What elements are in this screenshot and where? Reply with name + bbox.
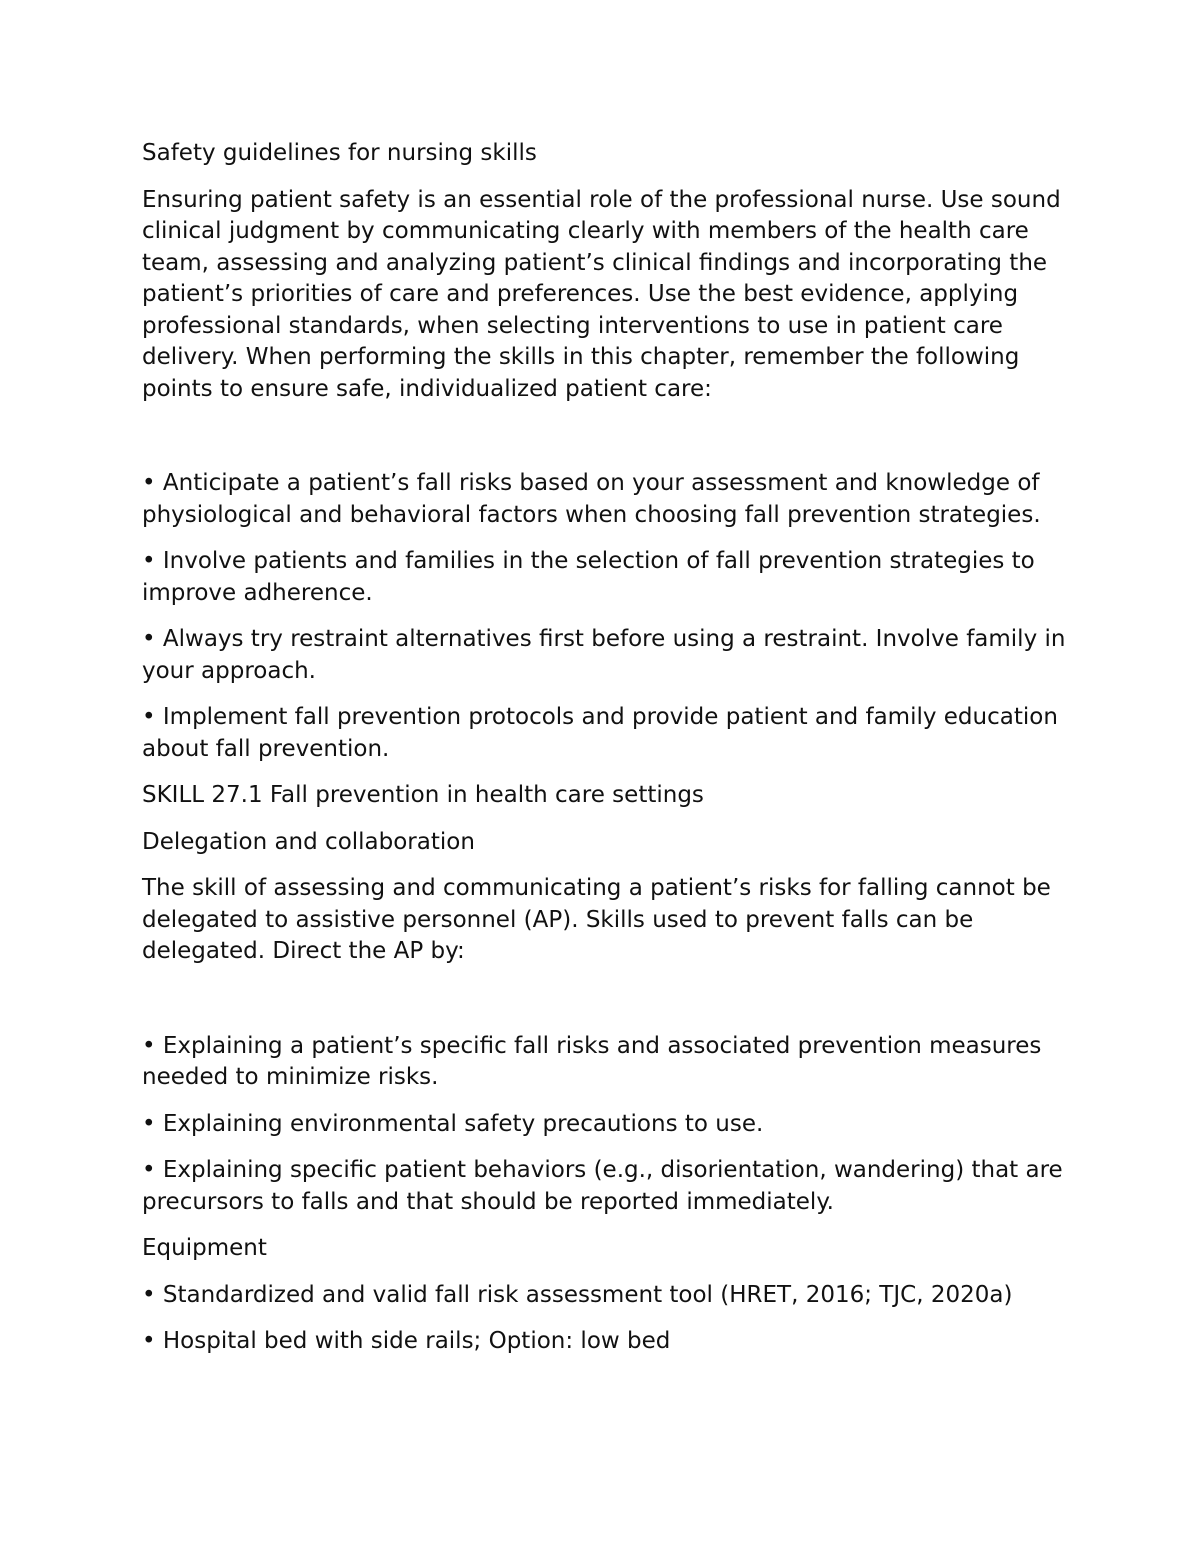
delegation-paragraph: The skill of assessing and communicating a patient’s risks for falling cannot be delegated to assistive personnel (AP). Skills used to prevent falls can be delegated. Direct the AP by:	[142, 875, 1051, 964]
intro-paragraph: Ensuring patient safety is an essential role of the professional nurse. Use sound clinical judgment by communicating clearly with members of the health care team, assessing and analyzing patient’s clinical findings and incorporating the patient’s priorities of care and preferences. Use the best evidence, applying professional standards, when selecting interventions to use in patient care delivery. When performing the skills in this chapter, remember the following points to ensure safe, individualized patient care:	[142, 186, 1061, 402]
safety-point: • Anticipate a patient’s fall risks based on your assessment and knowledge of physiological and behavioral factors when choosing fall prevention strategies.	[142, 470, 1041, 528]
equipment-point: • Hospital bed with side rails; Option: low bed	[142, 1328, 671, 1354]
delegation-point: • Explaining specific patient behaviors (e.g., disorientation, wandering) that are precursors to falls and that should be reported immediately.	[142, 1157, 1063, 1215]
equipment-point: • Standardized and valid fall risk assessment tool (HRET, 2016; TJC, 2020a)	[142, 1281, 1013, 1308]
document-title: Safety guidelines for nursing skills	[142, 140, 537, 166]
delegation-point: • Explaining environmental safety precautions to use.	[142, 1110, 764, 1137]
safety-point: • Always try restraint alternatives first before using a restraint. Involve family in your approach.	[142, 626, 1066, 684]
safety-point: • Involve patients and families in the selection of fall prevention strategies to improve adherence.	[142, 548, 1035, 606]
delegation-heading: Delegation and collaboration	[142, 828, 475, 855]
delegation-point: • Explaining a patient’s specific fall risks and associated prevention measures needed to minimize risks.	[142, 1032, 1042, 1090]
document-page	[142, 138, 1072, 1373]
safety-point: • Implement fall prevention protocols and provide patient and family education about fall prevention.	[142, 704, 1058, 762]
equipment-heading: Equipment	[142, 1235, 267, 1261]
skill-heading: SKILL 27.1 Fall prevention in health care settings	[142, 782, 704, 808]
